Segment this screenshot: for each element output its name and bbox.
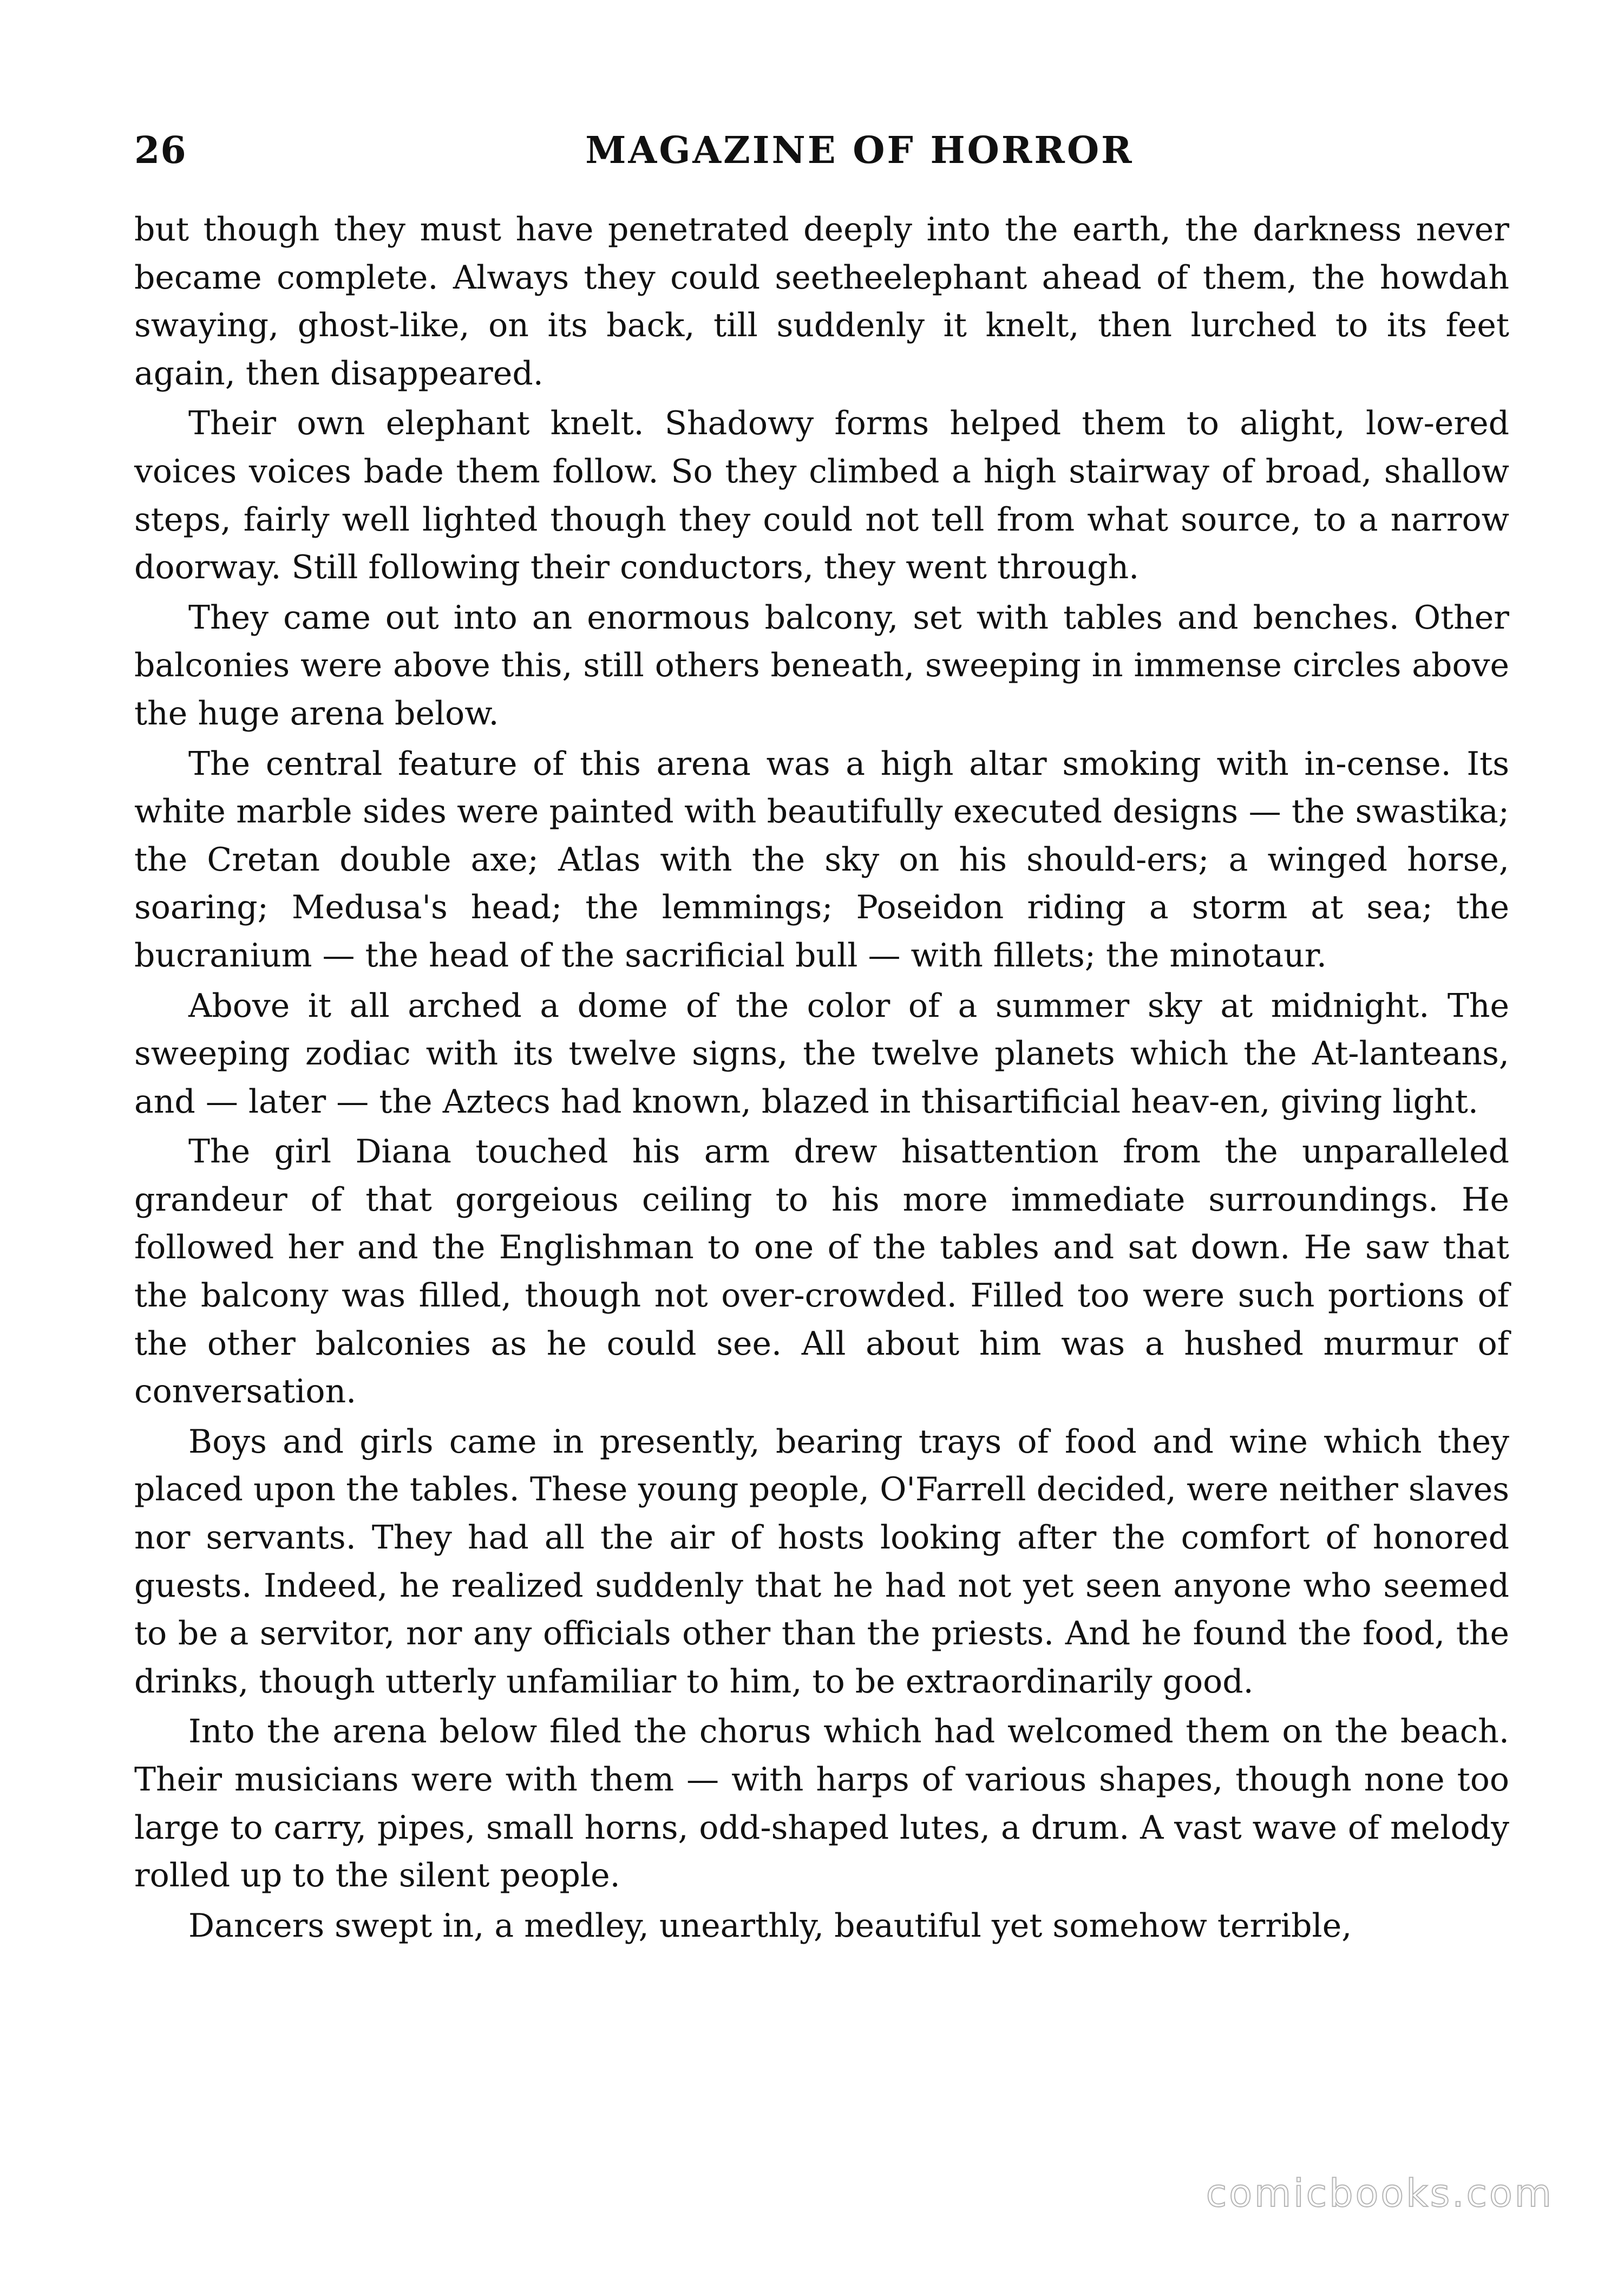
watermark: comicbooks.com: [1206, 2171, 1554, 2216]
book-page: [134, 126, 1509, 2216]
page-header: [134, 126, 1509, 191]
paragraph: The girl Diana touched his arm drew hisattention from the unparalleled grandeur of that gorgeious ceiling to his more immediate surroundings. He followed her and the Englishman to one of the tables and sat down. He saw that the balcony was filled, though not over-crowded. Filled too were such portions of the other balconies as he could see. All about him was a hushed murmur of conversation.: [134, 1133, 1509, 1411]
paragraph: They came out into an enormous balcony, set with tables and benches. Other balconies were above this, still others beneath, sweeping in immense circles above the huge arena below.: [134, 598, 1509, 733]
paragraph: Into the arena below filed the chorus which had welcomed them on the beach. Their musicians were with them — with harps of various shapes, though none too large to carry, pipes, small horns, odd-shaped lutes, a drum. A vast wave of melody rolled up to the silent people.: [134, 1713, 1509, 1895]
paragraph: Their own elephant knelt. Shadowy forms helped them to alight, low-ered voices voices bade them follow. So they climbed a high stairway of broad, shallow steps, fairly well lighted though they could not tell from what source, to a narrow doorway. Still following their conductors, they went through.: [134, 404, 1509, 587]
page-number: 26: [134, 129, 187, 172]
paragraph: Boys and girls came in presently, bearing trays of food and wine which they placed upon the tables. These young people, O'Farrell decided, were neither slaves nor servants. They had all the air of hosts looking after the comfort of honored guests. Indeed, he realized suddenly that he had not yet seen anyone who seemed to be a servitor, nor any officials other than the priests. And he found the food, the drinks, though utterly unfamiliar to him, to be extraordinarily good.: [134, 1422, 1509, 1701]
paragraph: The central feature of this arena was a high altar smoking with in-cense. Its white marble sides were painted with beautifully executed designs — the swastika; the Cretan double axe; Atlas with the sky on his should-ers; a winged horse, soaring; Medusa's head; the lemmings; Poseidon riding a storm at sea; the bucranium — the head of the sacrificial bull — with fillets; the minotaur.: [134, 744, 1509, 975]
paragraph: Above it all arched a dome of the color of a summer sky at midnight. The sweeping zodiac with its twelve signs, the twelve planets which the At-lanteans, and — later — the Aztecs had known, blazed in thisartificial heav-en, giving light.: [134, 986, 1509, 1121]
running-head: MAGAZINE OF HORROR: [585, 129, 1134, 172]
paragraph: but though they must have penetrated deeply into the earth, the darkness never became complete. Always they could seetheelephant ahead of them, the howdah swaying, ghost-like, on its back, till suddenly it knelt, then lurched to its feet again, then disappeared.: [134, 211, 1509, 393]
paragraph: Dancers swept in, a medley, unearthly, beautiful yet somehow terrible,: [188, 1906, 1352, 1945]
body-text: [134, 206, 1509, 1952]
